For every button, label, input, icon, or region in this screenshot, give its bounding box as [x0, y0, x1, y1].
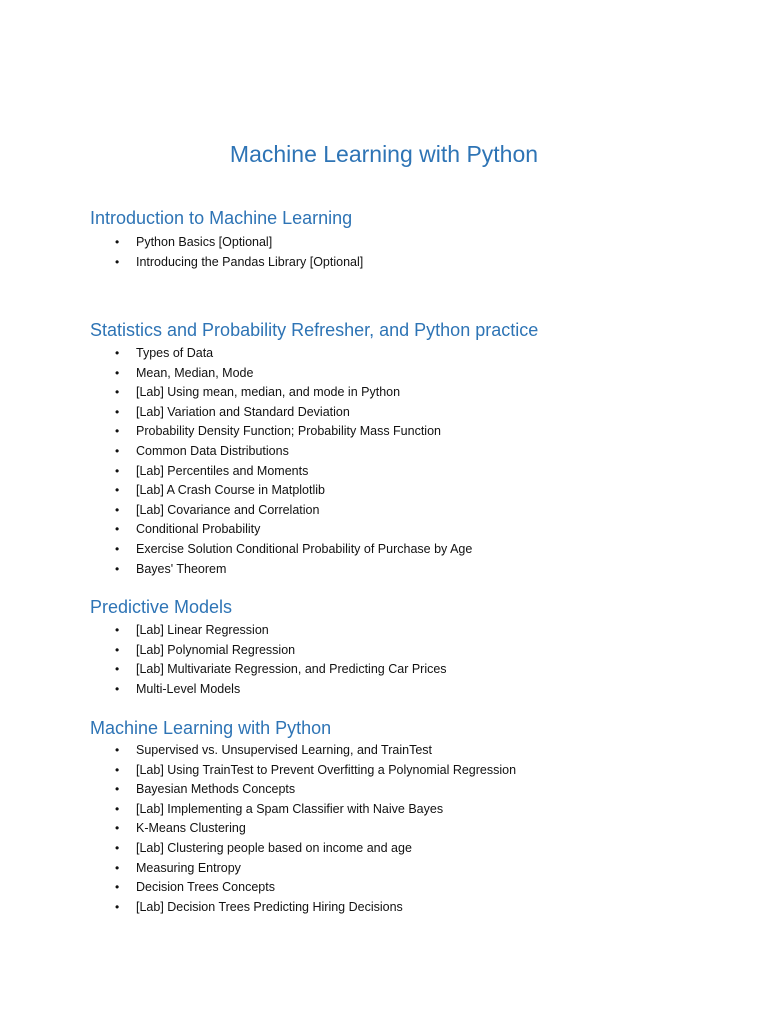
- bullet-icon: •: [115, 254, 120, 269]
- section-list-statistics: [110, 344, 472, 579]
- page-title: Machine Learning with Python: [229, 141, 539, 167]
- bullet-icon: •: [115, 561, 120, 576]
- section-heading-introduction: Introduction to Machine Learning: [90, 208, 353, 228]
- list-item: • [Lab] Linear Regression: [110, 621, 447, 641]
- list-item: • [Lab] Using mean, median, and mode in Python: [110, 383, 472, 403]
- bullet-icon: •: [115, 443, 120, 458]
- bullet-icon: •: [115, 880, 120, 895]
- bullet-icon: •: [115, 346, 120, 360]
- list-item: • [Lab] Covariance and Correlation: [110, 501, 472, 521]
- bullet-icon: •: [115, 365, 120, 380]
- section-heading-machine-learning: Machine Learning with Python: [90, 718, 332, 738]
- bullet-icon: •: [115, 840, 120, 855]
- list-item: • Common Data Distributions: [110, 442, 472, 462]
- bullet-icon: •: [115, 899, 120, 914]
- bullet-icon: •: [115, 541, 120, 556]
- bullet-icon: •: [115, 762, 120, 777]
- bullet-icon: •: [115, 662, 120, 677]
- list-item: • [Lab] Using TrainTest to Prevent Overfitting a Polynomial Regression: [110, 761, 516, 781]
- list-item: • Supervised vs. Unsupervised Learning, and TrainTest: [110, 741, 516, 761]
- bullet-icon: •: [115, 681, 120, 696]
- list-item: • Conditional Probability: [110, 520, 472, 540]
- list-item: • [Lab] Variation and Standard Deviation: [110, 403, 472, 423]
- list-item: • [Lab] Multivariate Regression, and Predicting Car Prices: [110, 660, 447, 680]
- list-item: • Probability Density Function; Probability Mass Function: [110, 422, 472, 442]
- section-list-machine-learning: [110, 741, 516, 917]
- list-item: • [Lab] Decision Trees Predicting Hiring Decisions: [110, 898, 516, 918]
- list-item: • Bayes' Theorem: [110, 560, 472, 580]
- bullet-icon: •: [115, 642, 120, 657]
- bullet-icon: •: [115, 743, 120, 757]
- list-item: • Mean, Median, Mode: [110, 364, 472, 384]
- bullet-icon: •: [115, 860, 120, 875]
- list-item: • Multi-Level Models: [110, 680, 447, 700]
- bullet-icon: •: [115, 385, 120, 400]
- list-item: • K-Means Clustering: [110, 819, 516, 839]
- list-item: • [Lab] A Crash Course in Matplotlib: [110, 481, 472, 501]
- bullet-icon: •: [115, 235, 120, 249]
- list-item: • [Lab] Implementing a Spam Classifier with Naive Bayes: [110, 800, 516, 820]
- list-item: • [Lab] Clustering people based on income and age: [110, 839, 516, 859]
- list-item: • Python Basics [Optional]: [110, 233, 363, 253]
- list-item: • Bayesian Methods Concepts: [110, 780, 516, 800]
- bullet-icon: •: [115, 404, 120, 419]
- bullet-icon: •: [115, 424, 120, 439]
- bullet-icon: •: [115, 463, 120, 478]
- list-item: • [Lab] Percentiles and Moments: [110, 462, 472, 482]
- bullet-icon: •: [115, 502, 120, 517]
- section-list-predictive-models: [110, 621, 447, 699]
- bullet-icon: •: [115, 782, 120, 797]
- list-item: • [Lab] Polynomial Regression: [110, 641, 447, 661]
- section-heading-statistics: Statistics and Probability Refresher, and Python practice: [90, 320, 539, 340]
- list-item: • Decision Trees Concepts: [110, 878, 516, 898]
- bullet-icon: •: [115, 623, 120, 637]
- list-item: • Measuring Entropy: [110, 859, 516, 879]
- section-heading-predictive-models: Predictive Models: [90, 597, 233, 617]
- bullet-icon: •: [115, 801, 120, 816]
- list-item: • Exercise Solution Conditional Probability of Purchase by Age: [110, 540, 472, 560]
- list-item: • Types of Data: [110, 344, 472, 364]
- section-list-introduction: [110, 233, 363, 272]
- list-item: • Introducing the Pandas Library [Optional]: [110, 253, 363, 273]
- bullet-icon: •: [115, 483, 120, 498]
- bullet-icon: •: [115, 522, 120, 537]
- bullet-icon: •: [115, 821, 120, 836]
